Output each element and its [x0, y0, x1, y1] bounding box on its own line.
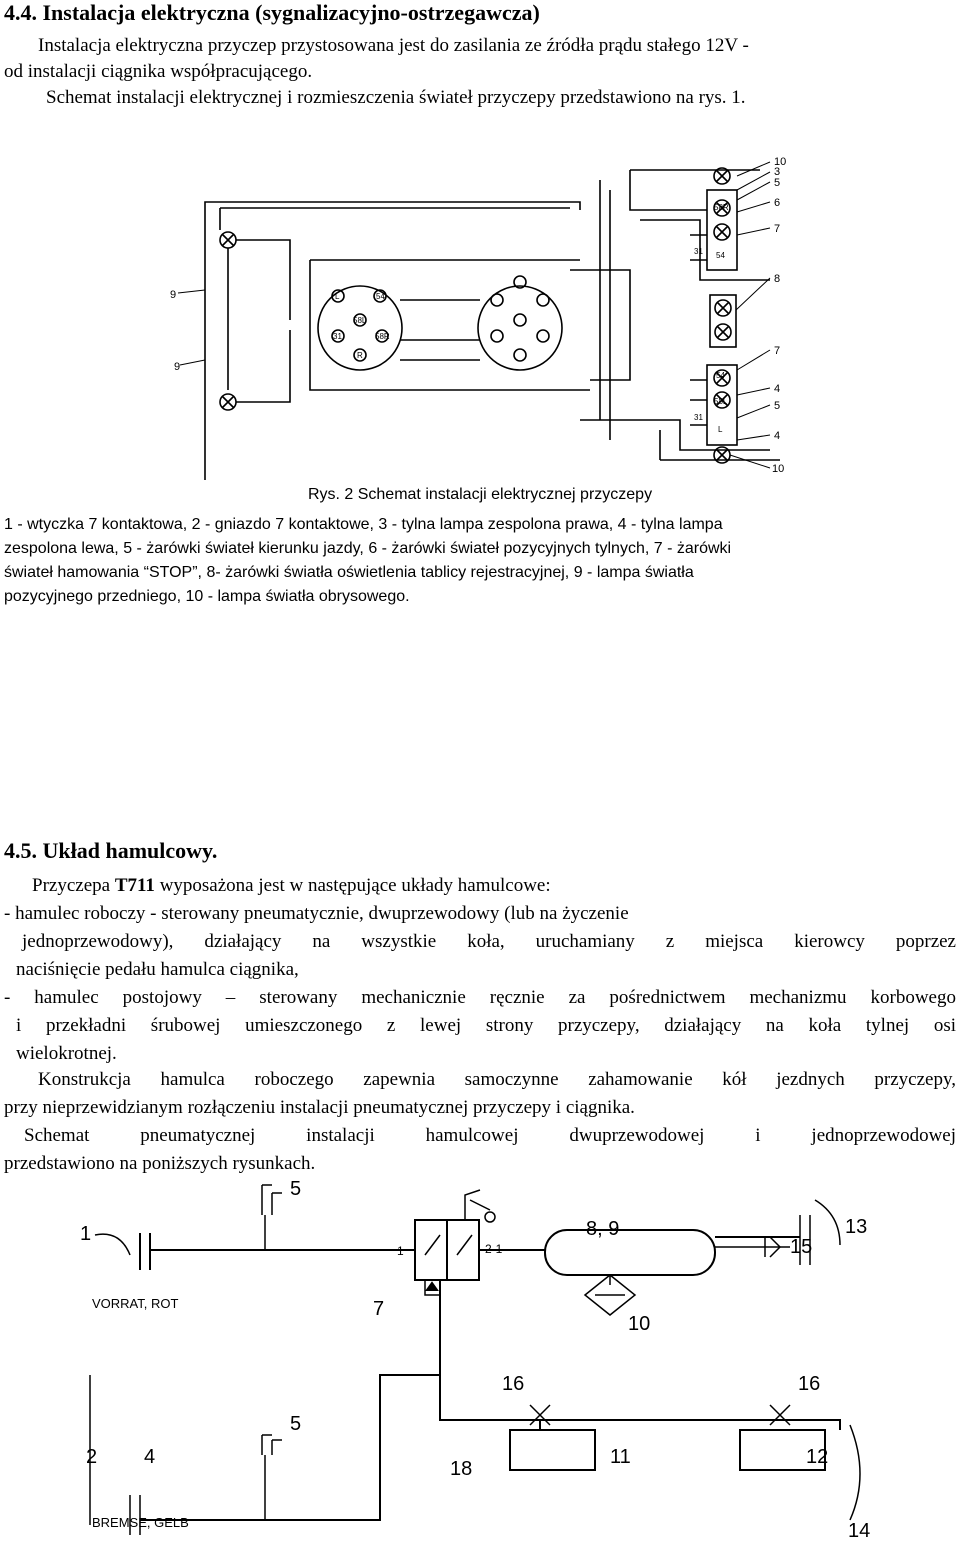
intro-paragraph — [32, 872, 551, 900]
paragraph-line: od instalacji ciągnika współpracującego. — [4, 61, 313, 82]
line-label: VORRAT, ROT — [92, 1296, 179, 1311]
callout-label: 13 — [845, 1216, 868, 1238]
callout-label: 7 — [774, 345, 781, 357]
brake-cylinder-icon — [510, 1430, 595, 1470]
intro-text: Przyczepa — [32, 875, 115, 896]
callout-label: 2 — [86, 1446, 98, 1468]
legend-line: zespolona lewa, 5 - żarówki świateł kierunku jazdy, 6 - żarówki świateł pozycyjnych tylnych, 7 - żarówki — [4, 540, 732, 557]
paragraph-line: naciśnięcie pedału hamulca ciągnika, — [16, 959, 299, 980]
paragraph-line: Instalacja elektryczna przyczep przystosowana jest do zasilania ze źródła prądu stałego 12V - — [38, 35, 749, 56]
callout-label: 11 — [610, 1446, 631, 1468]
wiring-diagram — [160, 150, 800, 480]
section-heading-4-5: 4.5. Układ hamulcowy. — [4, 838, 218, 863]
lamp-pin-label: L — [718, 425, 723, 434]
legend-line: świateł hamowania “STOP”, 8- żarówki światła oświetlenia tablicy rejestracyjnej, 9 - lampa światła — [4, 564, 694, 581]
callout-label: 5 — [774, 177, 781, 189]
callout-label: 8 — [774, 273, 781, 285]
paragraph-line: - hamulec roboczy - sterowany pneumatycznie, dwuprzewodowy (lub na życzenie — [4, 903, 629, 924]
front-lamp-icon — [220, 232, 236, 248]
callout-label: 7 — [373, 1298, 385, 1320]
pedal-icon — [465, 1190, 490, 1220]
pin-label: 31 — [333, 332, 342, 341]
callout-label: 9 — [174, 361, 181, 373]
callout-label: 10 — [772, 463, 785, 475]
callout-label: 12 — [806, 1446, 829, 1468]
paragraph-line: Konstrukcja hamulca roboczego zapewnia samoczynne zahamowanie kół jezdnych przyczepy, — [38, 1069, 956, 1090]
intro-text: wyposażona jest w następujące układy hamulcowe: — [154, 875, 551, 896]
callout-label: 14 — [848, 1520, 871, 1542]
callout-label: 9 — [170, 289, 177, 301]
port-label: 1 — [397, 1244, 404, 1258]
lamp-pin-label: 54 — [716, 371, 725, 380]
pin-label: L — [335, 292, 340, 301]
paragraph-line: przedstawiono na poniższych rysunkach. — [4, 1153, 316, 1174]
license-plate-lamp-icon — [715, 300, 731, 340]
lamp-pin-label: 31 — [694, 413, 703, 422]
figure-legend — [4, 513, 924, 609]
callout-label: 1 — [80, 1223, 92, 1245]
lamp-pin-label: 31 — [694, 247, 703, 256]
paragraph-line: i przekładni śrubowej umieszczonego z lewej strony przyczepy, działający na koła tylnej osi — [16, 1015, 956, 1036]
pin-label: 58R — [375, 332, 390, 341]
lamp-pin-label: 58R — [714, 203, 729, 212]
line-label: BREMSE, GELB — [92, 1515, 189, 1530]
brake-diagram — [0, 1175, 960, 1545]
coupling-head-icon — [140, 1233, 150, 1270]
callout-label: 16 — [798, 1373, 821, 1395]
model-name: T711 — [114, 875, 155, 896]
callout-label: 10 — [774, 156, 787, 168]
callout-label: 10 — [628, 1313, 651, 1335]
front-lamp-icon — [220, 394, 236, 410]
callout-label: 8, 9 — [586, 1218, 620, 1240]
figure-caption: Rys. 2 Schemat instalacji elektrycznej przyczepy — [307, 486, 653, 503]
pin-label: 58L — [353, 316, 367, 325]
callout-label: 5 — [290, 1178, 302, 1200]
valve-icon — [262, 1435, 282, 1455]
paragraph-line: jednoprzewodowy), działający na wszystkie koła, uruchamiany z miejsca kierowcy poprzez — [22, 931, 956, 952]
callout-label: 5 — [290, 1413, 302, 1435]
paragraph-line: wielokrotnej. — [16, 1043, 117, 1064]
callout-label: 3 — [774, 166, 781, 178]
callout-label: 4 — [144, 1446, 156, 1468]
paragraph-line: przy nieprzewidzianym rozłączeniu instalacji pneumatycznej przyczepy i ciągnika. — [4, 1097, 635, 1118]
legend-line: pozycyjnego przedniego, 10 - lampa światła obrysowego. — [4, 588, 410, 605]
pin-label: R — [357, 351, 363, 360]
paragraph-line: Schemat pneumatycznej instalacji hamulcowej dwuprzewodowej i jednoprzewodowej — [24, 1125, 956, 1146]
callout-label: 18 — [450, 1458, 473, 1480]
socket-2-receptacle-icon — [478, 276, 562, 370]
callout-label: 6 — [774, 197, 781, 209]
pin-label: 54 — [376, 292, 385, 301]
paragraph-line: - hamulec postojowy – sterowany mechanicznie ręcznie za pośrednictwem mechanizmu korbowego — [4, 987, 956, 1008]
filter-icon — [585, 1275, 635, 1315]
callout-label: 16 — [502, 1373, 525, 1395]
control-valve-icon — [415, 1220, 479, 1295]
valve-icon — [262, 1185, 282, 1215]
port-label: 2-1 — [485, 1242, 503, 1256]
callout-label: 4 — [774, 383, 781, 395]
section-heading-4-4: 4.4. Instalacja elektryczna (sygnalizacyjno-ostrzegawcza) — [4, 0, 540, 25]
paragraph-line: Schemat instalacji elektrycznej i rozmieszczenia świateł przyczepy przedstawiono na rys. 1. — [46, 87, 746, 108]
lamp-pin-label: 58L — [714, 397, 728, 406]
legend-line: 1 - wtyczka 7 kontaktowa, 2 - gniazdo 7 kontaktowe, 3 - tylna lampa zespolona prawa, 4 - tylna lampa — [4, 516, 723, 533]
callout-label: 15 — [790, 1236, 813, 1258]
lamp-pin-label: 54 — [716, 251, 725, 260]
callout-label: 4 — [774, 430, 781, 442]
callout-label: 7 — [774, 223, 781, 235]
callout-label: 5 — [774, 400, 781, 412]
air-reservoir-icon — [545, 1230, 715, 1275]
